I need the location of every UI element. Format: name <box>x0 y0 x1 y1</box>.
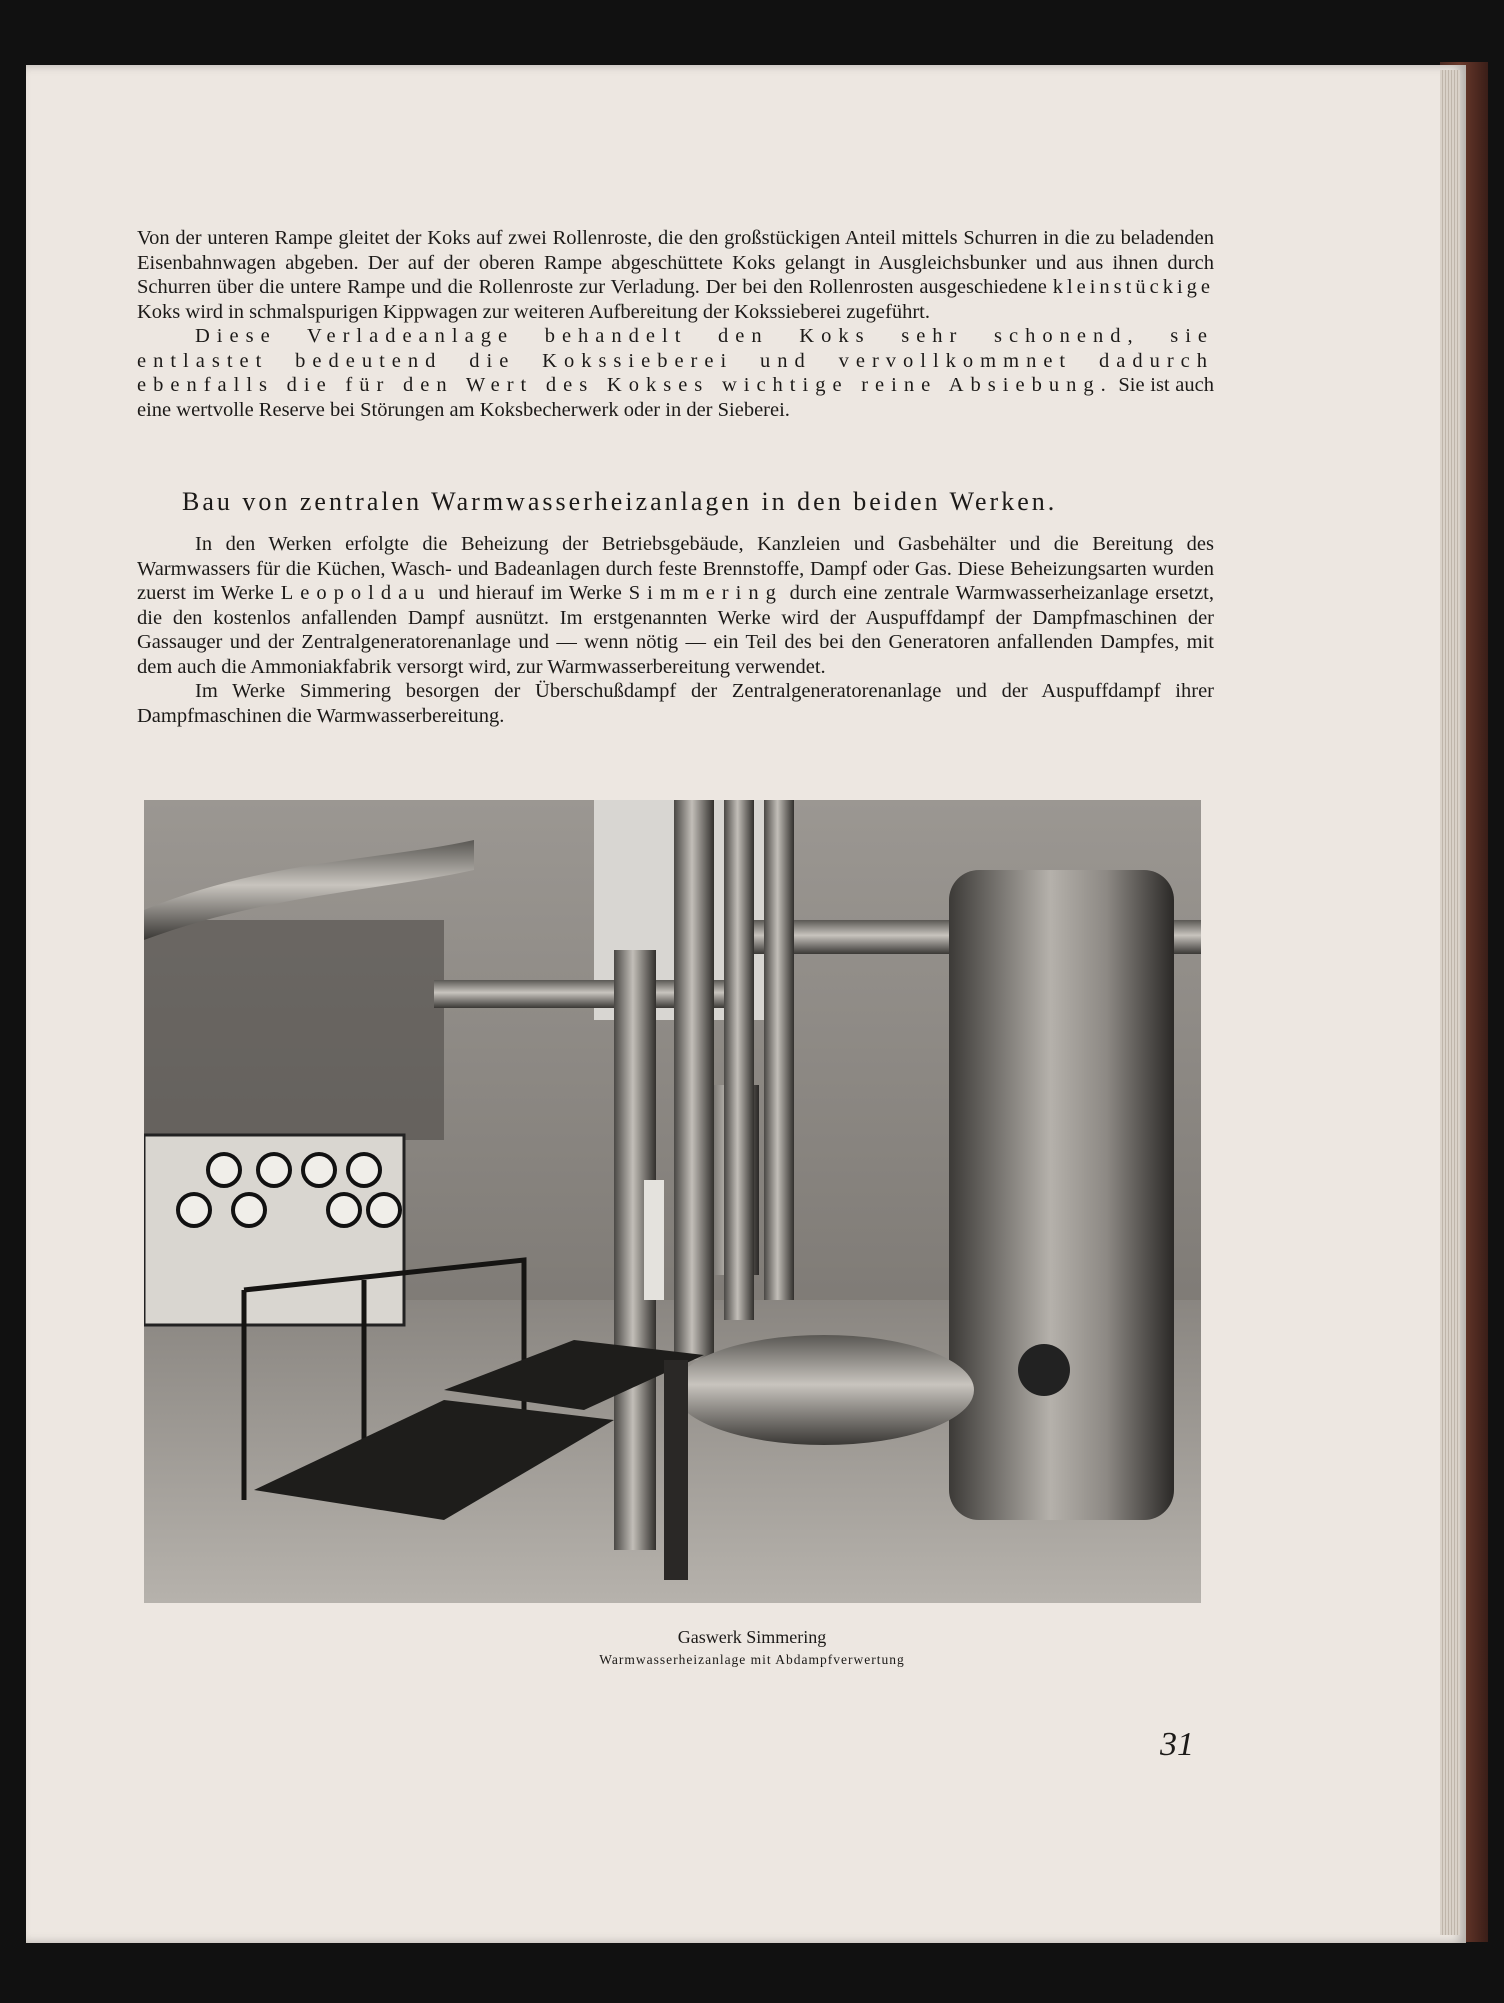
page-number: 31 <box>1160 1726 1194 1763</box>
paragraph-1-end: Koks wird in schmalspurigen Kippwagen zur weiteren Aufbereitung der Kokssieberei zugeführt. <box>137 300 931 323</box>
gauge-1 <box>208 1154 240 1186</box>
paragraph-1 <box>137 226 1214 324</box>
paragraph-3-a: In den Werken erfolgte die Beheizung der Betriebsgebäude, Kanzleien und Gasbehälter und die Bereitung des Warmwassers für die Küchen, Wasch- und Badeanlagen durch feste Brennstoffe, Dampf oder Gas. Diese Beheizungsarten wurden zuerst im Werke <box>137 533 1214 604</box>
body-text-bottom <box>137 532 1214 728</box>
paragraph-3-simmering: Simmering <box>628 582 783 604</box>
photo-caption-subtitle: Warmwasserheizanlage mit Abdampfverwertung <box>599 1652 905 1667</box>
gauge-6 <box>233 1194 265 1226</box>
worker-figure <box>644 1180 664 1300</box>
paragraph-3 <box>137 532 1214 679</box>
manifold-pipe <box>674 1335 974 1445</box>
tank-port <box>1018 1344 1070 1396</box>
section-heading: Bau von zentralen Warmwasserheizanlagen in den beiden Werken. <box>182 487 1058 516</box>
paragraph-3-leopoldau: Leopoldau <box>280 582 432 604</box>
paragraph-2 <box>137 324 1214 422</box>
large-boiler-tank <box>949 870 1174 1520</box>
gauge-5 <box>178 1194 210 1226</box>
gauge-7 <box>328 1194 360 1226</box>
gauge-2 <box>258 1154 290 1186</box>
vertical-pipe-3 <box>724 800 754 1320</box>
vertical-pipe-4 <box>764 800 794 1300</box>
paragraph-1-spaced: kleinstückige <box>1052 276 1214 298</box>
paragraph-4: Im Werke Simmering besorgen der Überschußdampf der Zentralgeneratorenanlage und der Auspuffdampf ihrer Dampfmaschinen die Warmwasserbereitung. <box>137 680 1214 727</box>
gauge-4 <box>348 1154 380 1186</box>
vertical-pipe-2 <box>674 800 714 1360</box>
paragraph-2-spaced: Diese Verladeanlage behandelt den Koks sehr schonend, sie entlastet bedeutend die Kokssieberei und vervollkommnet dadurch ebenfalls die für den Wert des Kokses wichtige reine Absiebung. <box>137 325 1214 396</box>
paragraph-3-c: durch eine zentrale Warmwasserheizanlage ersetzt, die den kostenlos anfallenden Dampf ausnützt. Im erstgenannten Werke wird der Auspuffdampf der Dampfmaschinen der Gassauger und der Zentralgeneratorenanlage und — wenn nötig — ein Teil des bei den Generatoren anfallenden Dampfes, mit dem auch die Ammoniakfabrik versorgt wird, zur Warmwasserbereitung verwendet. <box>137 582 1214 678</box>
body-text-top <box>137 226 1214 422</box>
gauge-3 <box>303 1154 335 1186</box>
back-wall-shadow <box>144 920 444 1140</box>
support-column <box>664 1360 688 1580</box>
paragraph-3-b: und hierauf im Werke <box>431 582 629 604</box>
boiler-room-photo <box>144 800 1201 1603</box>
photo-caption-title: Gaswerk Simmering <box>677 1627 827 1647</box>
paragraph-2-end: Sie ist auch eine wertvolle Reserve bei Störungen am Koksbecherwerk oder in der Sieberei. <box>137 374 1215 421</box>
gauge-8 <box>368 1194 400 1226</box>
paragraph-1-text: Von der unteren Rampe gleitet der Koks auf zwei Rollenroste, die den großstückigen Anteil mittels Schurren in die zu beladenden Eisenbahnwagen abgeben. Der auf der oberen Rampe abgeschüttete Koks gelangt in Ausgleichsbunker und aus ihnen durch Schurren über die untere Rampe und die Rollenroste zur Verladung. Der bei den Rollenrosten ausgeschiedene <box>137 227 1214 298</box>
